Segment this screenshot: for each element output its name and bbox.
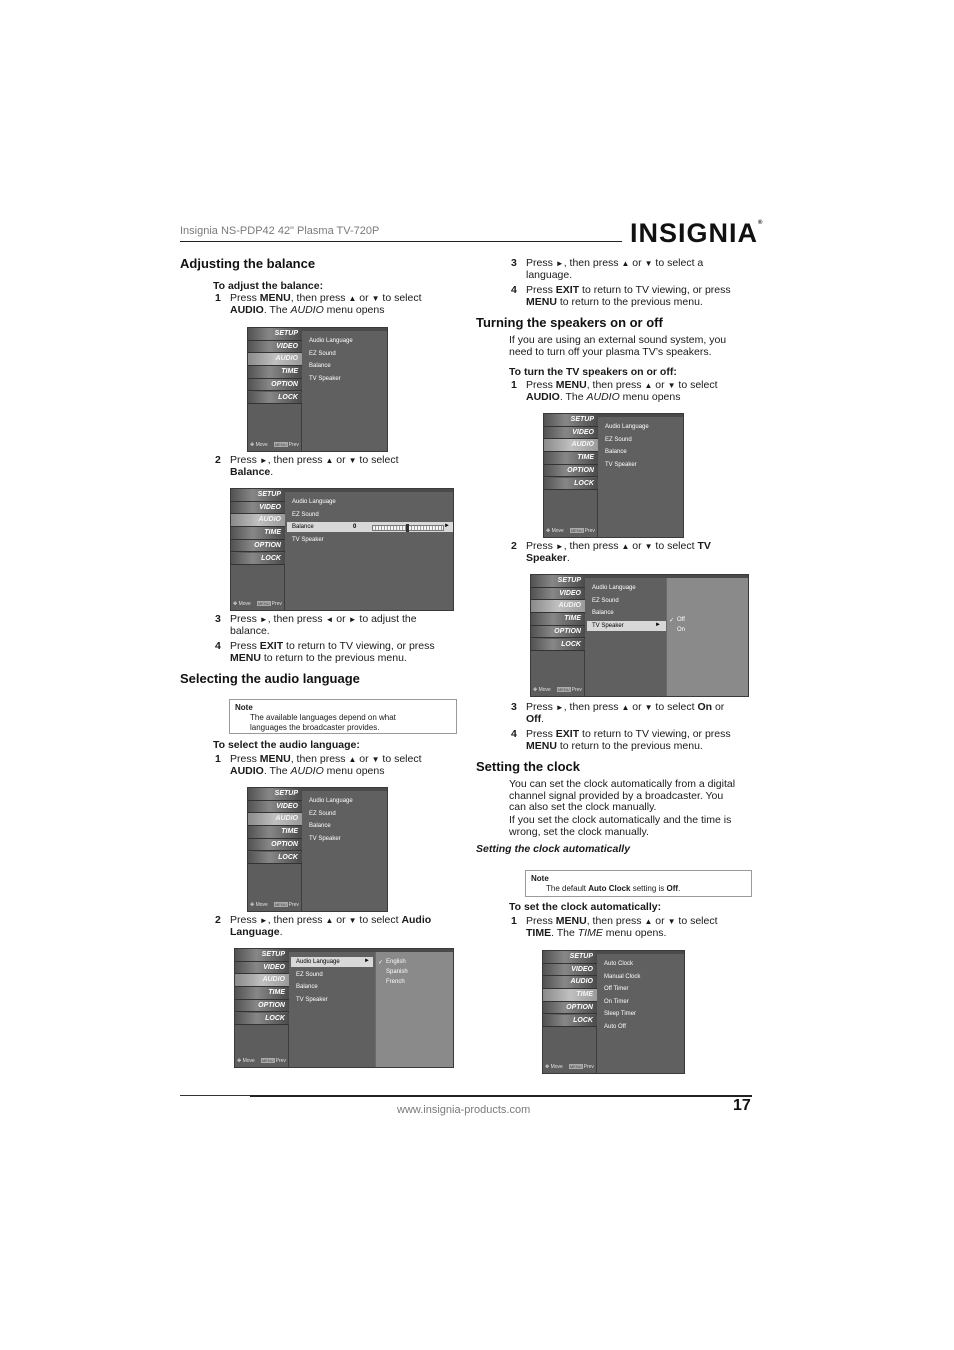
move-icon: ✥ bbox=[237, 1058, 243, 1064]
move-icon: ✥ bbox=[233, 601, 239, 607]
move-icon: ✥ bbox=[250, 442, 256, 448]
osd-tab-lock: LOCK bbox=[235, 1013, 289, 1026]
clock-paragraph-2: If you set the clock automatically and the time is wrong, set the clock manually. bbox=[509, 814, 732, 838]
osd-balance-menu bbox=[230, 488, 454, 611]
footer-rule-short bbox=[180, 1095, 252, 1096]
move-icon: ✥ bbox=[533, 687, 539, 693]
right-arrow-icon: ► bbox=[655, 621, 661, 628]
osd-audio-menu-3 bbox=[543, 413, 684, 538]
logo-trademark: ® bbox=[758, 220, 764, 226]
osd-tab-video: VIDEO bbox=[231, 502, 285, 515]
step-number: 1 bbox=[215, 292, 221, 304]
osd-footer-move: Move bbox=[551, 528, 564, 534]
osd-footer-move: Move bbox=[538, 687, 551, 693]
osd-item-ez-sound: EZ Sound bbox=[296, 971, 323, 978]
osd-footer-prev: Prev bbox=[275, 1058, 286, 1064]
osd-top-bar bbox=[285, 489, 453, 492]
osd-top-bar bbox=[302, 328, 387, 331]
header-rule bbox=[180, 241, 622, 242]
osd-sidebar bbox=[531, 575, 585, 696]
osd-tab-video: VIDEO bbox=[248, 801, 302, 814]
footer-url: www.insignia-products.com bbox=[397, 1104, 531, 1116]
osd-footer bbox=[237, 1058, 286, 1064]
osd-sidebar bbox=[544, 414, 598, 537]
osd-tab-setup: SETUP bbox=[543, 951, 597, 964]
osd-footer-prev: Prev bbox=[288, 442, 299, 448]
osd-tab-lock: LOCK bbox=[231, 553, 285, 566]
osd-top-bar bbox=[302, 788, 387, 791]
osd-item-audio-language: Audio Language bbox=[292, 499, 336, 505]
subheading-speakers: To turn the TV speakers on or off: bbox=[509, 366, 677, 378]
osd-item-audio-language: Audio Language bbox=[296, 959, 340, 965]
osd-footer-prev: Prev bbox=[584, 528, 595, 534]
balance-knob bbox=[406, 524, 409, 532]
osd-option-on: On bbox=[677, 627, 686, 633]
osd-item-balance: Balance bbox=[592, 610, 614, 616]
osd-tab-option: OPTION bbox=[231, 540, 285, 553]
osd-tab-option: OPTION bbox=[248, 379, 302, 392]
osd-footer-move: Move bbox=[550, 1064, 563, 1070]
note-auto-clock: Note The default Auto Clock setting is Off. bbox=[525, 870, 752, 897]
osd-tab-time: TIME bbox=[235, 987, 289, 1000]
osd-tab-audio: AUDIO bbox=[231, 514, 285, 527]
osd-tab-time: TIME bbox=[248, 366, 302, 379]
osd-tab-video: VIDEO bbox=[531, 588, 585, 601]
footer-rule bbox=[250, 1095, 752, 1097]
osd-tab-lock: LOCK bbox=[543, 1015, 597, 1028]
page-number: 17 bbox=[733, 1097, 751, 1114]
osd-item-off-timer: Off Timer bbox=[604, 986, 629, 992]
balance-value: 0 bbox=[353, 524, 357, 530]
osd-footer-move: Move bbox=[242, 1058, 255, 1064]
menu-key-icon: MENU bbox=[257, 601, 270, 606]
osd-footer-move: Move bbox=[255, 902, 268, 908]
osd-tab-setup: SETUP bbox=[544, 414, 598, 427]
osd-tab-video: VIDEO bbox=[235, 962, 289, 975]
osd-item-tv-speaker: TV Speaker bbox=[605, 461, 637, 468]
osd-top-bar bbox=[598, 414, 683, 417]
osd-item-tv-speaker: TV Speaker bbox=[296, 996, 328, 1003]
osd-item-auto-off: Auto Off bbox=[604, 1023, 626, 1030]
osd-item-ez-sound: EZ Sound bbox=[592, 597, 619, 604]
menu-key-icon: MENU bbox=[274, 442, 287, 447]
osd-option-spanish: Spanish bbox=[386, 969, 408, 975]
osd-footer bbox=[533, 687, 582, 693]
running-header: Insignia NS-PDP42 42" Plasma TV-720P bbox=[180, 225, 380, 237]
osd-option-french: French bbox=[386, 979, 405, 985]
osd-sidebar bbox=[235, 949, 289, 1067]
osd-tab-setup: SETUP bbox=[231, 489, 285, 502]
osd-item-ez-sound: EZ Sound bbox=[605, 436, 632, 443]
logo-text: INSIGNIA bbox=[630, 218, 759, 248]
osd-footer-prev: Prev bbox=[571, 687, 582, 693]
osd-language-menu bbox=[234, 948, 454, 1068]
speakers-intro: If you are using an external sound system, you need to turn off your plasma TV’s speakers. bbox=[509, 334, 727, 358]
osd-tab-audio: AUDIO bbox=[235, 974, 289, 987]
move-icon: ✥ bbox=[546, 528, 552, 534]
osd-tab-lock: LOCK bbox=[248, 852, 302, 865]
osd-option-off: Off bbox=[677, 617, 685, 623]
menu-key-icon: MENU bbox=[570, 528, 583, 533]
osd-tab-video: VIDEO bbox=[544, 427, 598, 440]
heading-speakers: Turning the speakers on or off bbox=[476, 315, 663, 330]
osd-audio-menu-2 bbox=[247, 787, 388, 912]
osd-item-tv-speaker: TV Speaker bbox=[309, 375, 341, 382]
osd-item-manual-clock: Manual Clock bbox=[604, 973, 641, 980]
osd-item-tv-speaker: TV Speaker bbox=[592, 622, 624, 629]
osd-tab-time: TIME bbox=[544, 452, 598, 465]
osd-footer-prev: Prev bbox=[271, 601, 282, 607]
osd-item-ez-sound: EZ Sound bbox=[292, 511, 319, 518]
osd-item-balance: Balance bbox=[309, 363, 331, 369]
osd-footer bbox=[546, 528, 595, 534]
subheading-set-clock-auto: To set the clock automatically: bbox=[509, 901, 662, 913]
osd-item-balance: Balance bbox=[605, 449, 627, 455]
subheading-adjust-balance: To adjust the balance: bbox=[213, 280, 324, 292]
osd-sidebar bbox=[248, 328, 302, 451]
osd-tab-time: TIME bbox=[531, 613, 585, 626]
osd-tab-audio: AUDIO bbox=[543, 976, 597, 989]
osd-tab-setup: SETUP bbox=[531, 575, 585, 588]
osd-item-audio-language: Audio Language bbox=[309, 338, 353, 344]
osd-footer-move: Move bbox=[255, 442, 268, 448]
check-icon: ✓ bbox=[378, 960, 384, 966]
osd-tab-audio: AUDIO bbox=[531, 600, 585, 613]
heading-adjusting-balance: Adjusting the balance bbox=[180, 256, 316, 271]
step-line: AUDIO. The AUDIO menu opens bbox=[230, 303, 385, 316]
menu-key-icon: MENU bbox=[274, 902, 287, 907]
subheading-select-language: To select the audio language: bbox=[213, 739, 360, 751]
osd-item-balance: Balance bbox=[309, 823, 331, 829]
osd-submenu bbox=[666, 578, 748, 696]
osd-footer-prev: Prev bbox=[583, 1064, 594, 1070]
osd-option-english: English bbox=[386, 959, 406, 965]
move-icon: ✥ bbox=[250, 902, 256, 908]
right-arrow-icon: ► bbox=[364, 958, 370, 964]
osd-item-audio-language: Audio Language bbox=[605, 424, 649, 430]
osd-tab-audio: AUDIO bbox=[248, 353, 302, 366]
osd-tab-video: VIDEO bbox=[248, 341, 302, 354]
osd-tab-video: VIDEO bbox=[543, 964, 597, 977]
heading-audio-language: Selecting the audio language bbox=[180, 671, 360, 686]
osd-tab-audio: AUDIO bbox=[544, 439, 598, 452]
osd-footer-prev: Prev bbox=[288, 902, 299, 908]
osd-top-bar bbox=[597, 951, 684, 954]
osd-footer-move: Move bbox=[238, 601, 251, 607]
osd-tab-option: OPTION bbox=[235, 1000, 289, 1013]
osd-item-balance: Balance bbox=[296, 984, 318, 990]
osd-tab-lock: LOCK bbox=[248, 392, 302, 405]
clock-paragraph-1: You can set the clock automatically from a digital channel signal provided by a broadcaster. You can also set the clock manually. bbox=[509, 778, 736, 813]
osd-item-audio-language: Audio Language bbox=[309, 798, 353, 804]
step-line: Press MENU, then press ▲ or ▼ to select bbox=[230, 292, 422, 304]
osd-tab-setup: SETUP bbox=[235, 949, 289, 962]
osd-tab-time: TIME bbox=[543, 989, 597, 1002]
osd-footer bbox=[250, 442, 299, 448]
osd-tab-setup: SETUP bbox=[248, 328, 302, 341]
osd-tab-lock: LOCK bbox=[531, 639, 585, 652]
note-languages: Note The available languages depend on what languages the broadcaster provides. bbox=[229, 699, 457, 734]
insignia-logo bbox=[630, 218, 763, 249]
menu-key-icon: MENU bbox=[261, 1058, 274, 1063]
osd-item-ez-sound: EZ Sound bbox=[309, 810, 336, 817]
menu-key-icon: MENU bbox=[557, 687, 570, 692]
osd-item-tv-speaker: TV Speaker bbox=[309, 835, 341, 842]
osd-tab-lock: LOCK bbox=[544, 478, 598, 491]
osd-tab-setup: SETUP bbox=[248, 788, 302, 801]
osd-sidebar bbox=[543, 951, 597, 1073]
check-icon: ✓ bbox=[669, 618, 675, 624]
osd-tab-option: OPTION bbox=[544, 465, 598, 478]
osd-item-auto-clock: Auto Clock bbox=[604, 961, 634, 967]
osd-item-tv-speaker: TV Speaker bbox=[292, 536, 324, 543]
menu-key-icon: MENU bbox=[569, 1064, 582, 1069]
osd-item-sleep-timer: Sleep Timer bbox=[604, 1011, 637, 1017]
move-icon: ✥ bbox=[545, 1064, 551, 1070]
osd-tab-time: TIME bbox=[231, 527, 285, 540]
osd-tab-audio: AUDIO bbox=[248, 813, 302, 826]
osd-tab-option: OPTION bbox=[531, 626, 585, 639]
osd-item-audio-language: Audio Language bbox=[592, 585, 636, 591]
osd-sidebar bbox=[231, 489, 285, 610]
heading-setting-clock: Setting the clock bbox=[476, 759, 581, 774]
osd-item-on-timer: On Timer bbox=[604, 998, 629, 1005]
osd-time-menu bbox=[542, 950, 685, 1074]
osd-footer bbox=[233, 601, 282, 607]
osd-sidebar bbox=[248, 788, 302, 911]
osd-footer bbox=[250, 902, 299, 908]
right-arrow-icon: ► bbox=[444, 523, 450, 529]
osd-audio-menu bbox=[247, 327, 388, 452]
osd-tab-time: TIME bbox=[248, 826, 302, 839]
subheading-clock-auto: Setting the clock automatically bbox=[476, 843, 631, 855]
osd-item-ez-sound: EZ Sound bbox=[309, 350, 336, 357]
osd-footer bbox=[545, 1064, 594, 1070]
osd-tab-option: OPTION bbox=[248, 839, 302, 852]
osd-tab-option: OPTION bbox=[543, 1002, 597, 1015]
osd-speaker-menu bbox=[530, 574, 749, 697]
osd-item-balance: Balance bbox=[292, 524, 314, 530]
